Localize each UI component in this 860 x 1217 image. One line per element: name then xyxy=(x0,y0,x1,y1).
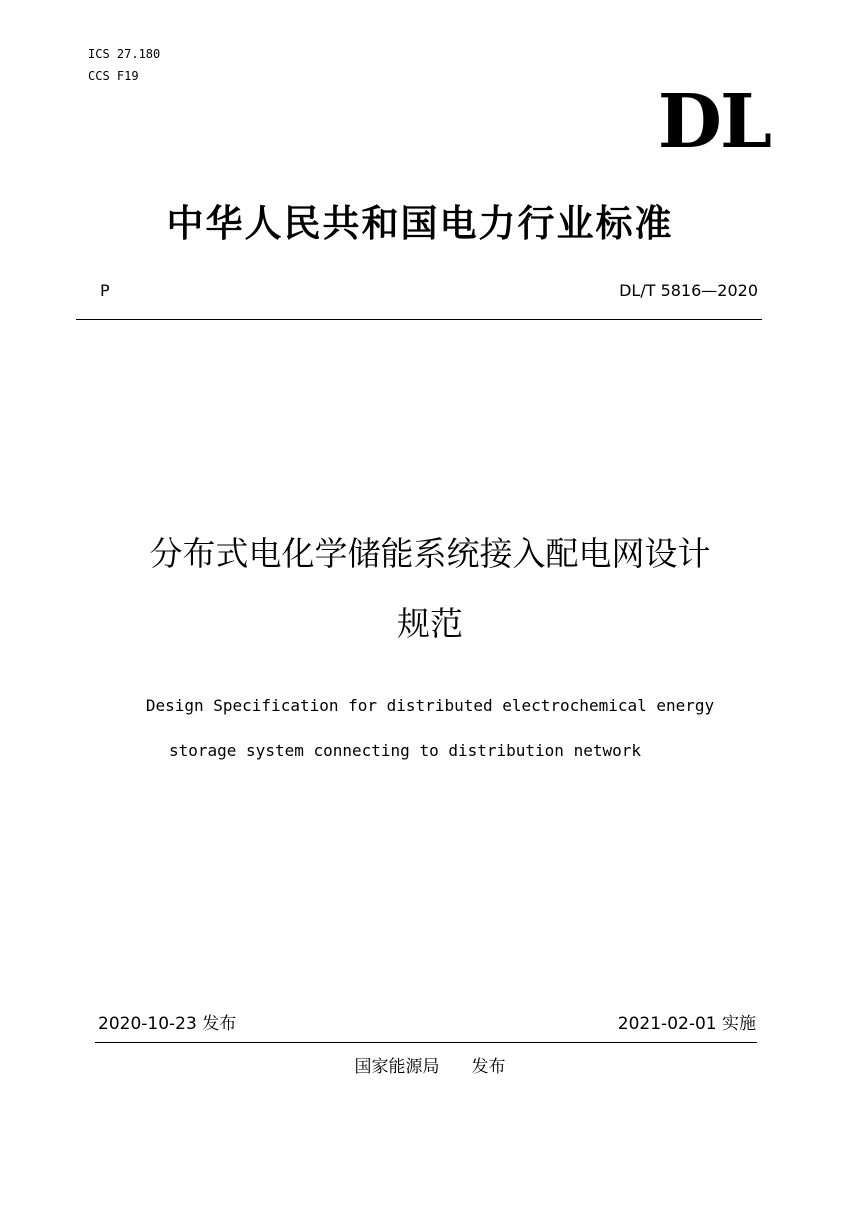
issuer-action: 发布 xyxy=(471,1057,506,1077)
footer-divider xyxy=(95,1042,757,1043)
implementation-date: 2021-02-01 实施 xyxy=(617,1014,756,1034)
industry-standard-title: 中华人民共和国电力行业标准 xyxy=(166,202,674,245)
header-divider xyxy=(76,319,762,320)
issuer-name: 国家能源局 xyxy=(354,1057,440,1077)
category-code: P xyxy=(100,281,110,300)
document-title-en-line1: Design Specification for distributed electrochemical energy xyxy=(145,696,715,715)
standard-number: DL/T 5816—2020 xyxy=(619,281,758,300)
document-title-cn-line1: 分布式电化学储能系统接入配电网设计 xyxy=(149,534,711,573)
issue-date: 2020-10-23 发布 xyxy=(98,1014,237,1034)
dl-logo: DL xyxy=(657,79,770,165)
document-title-cn-line2: 规范 xyxy=(397,604,463,643)
issuer-line xyxy=(300,1055,560,1079)
ics-code: ICS 27.180 xyxy=(88,47,161,61)
document-title-en-line2: storage system connecting to distribution network xyxy=(168,741,641,760)
ccs-code: CCS F19 xyxy=(88,69,139,83)
